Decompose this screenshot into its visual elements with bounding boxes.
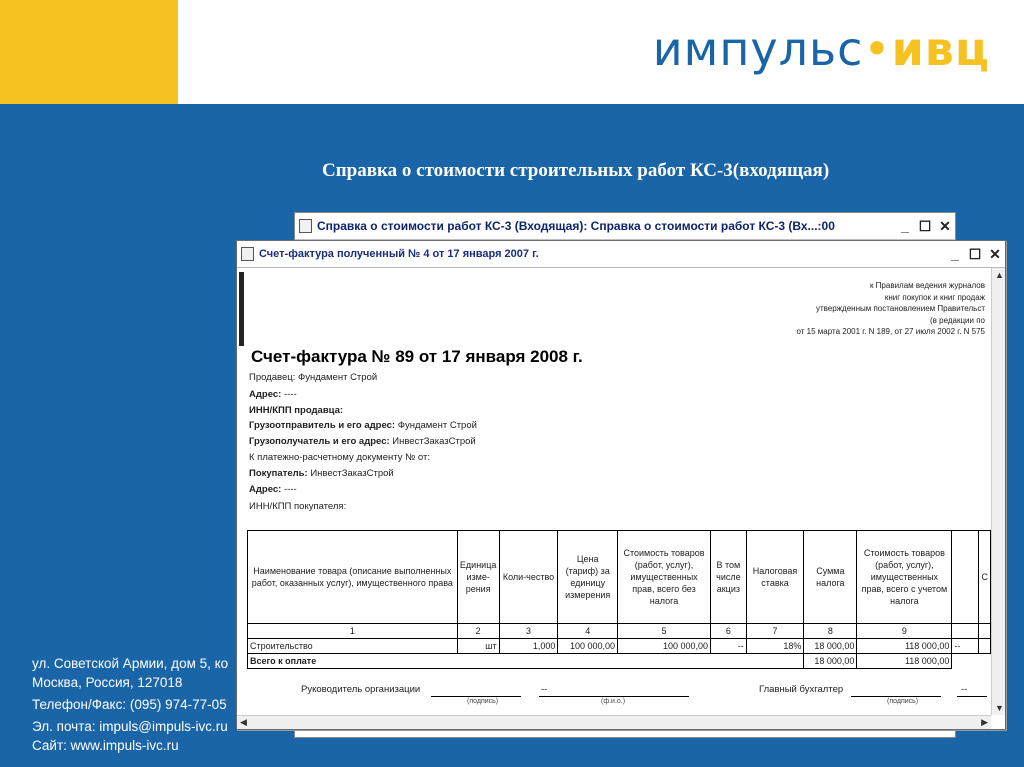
document-icon [299, 219, 312, 233]
invoice-window-titlebar[interactable] [237, 241, 1005, 268]
head-dash: -- [541, 684, 548, 695]
invoice-document [237, 268, 991, 715]
invoice-title: Счет-фактура № 89 от 17 января 2008 г. [251, 347, 583, 366]
signature-line [851, 696, 941, 697]
header-cell: Стоимость товаров (работ, услуг), имущественных прав, всего без налога [617, 531, 710, 624]
invoice-window[interactable] [236, 240, 1006, 730]
header-cell: Сумма налога [804, 531, 857, 624]
company-logo: импульс•ивц [652, 22, 990, 76]
column-number: 6 [711, 624, 747, 639]
table-row [248, 639, 991, 654]
contact-email[interactable]: Эл. почта: impuls@impuls-ivc.ru [32, 719, 228, 734]
seller-field: Продавец: Фундамент Строй [249, 372, 378, 383]
close-button[interactable]: ✕ [989, 245, 1001, 262]
horizontal-scrollbar[interactable] [237, 715, 991, 729]
payment-doc-field: К платежно-расчетному документу № от: [249, 452, 430, 463]
minimize-button[interactable]: _ [951, 246, 959, 262]
ks3-window-title: Справка о стоимости работ КС-3 (Входящая): Справка о стоимости работ КС-3 (Вх...:00 [317, 219, 835, 233]
scroll-right-icon[interactable]: ▶ [981, 717, 988, 727]
column-number: 5 [617, 624, 710, 639]
yellow-corner-block [0, 0, 178, 104]
seller-address-field: Адрес: ---- [249, 389, 297, 400]
regulation-line: утвержденным постановлением Правительст [815, 304, 985, 313]
scroll-down-icon[interactable]: ▼ [995, 703, 1004, 713]
scroll-left-icon[interactable]: ◀ [240, 717, 247, 727]
column-number: 7 [746, 624, 804, 639]
column-number [979, 624, 991, 639]
cell-qty: 1,000 [499, 639, 558, 654]
maximize-button[interactable]: ☐ [968, 245, 982, 262]
cell-price: 100 000,00 [558, 639, 618, 654]
total-tax: 18 000,00 [804, 654, 857, 669]
accountant-signature-label: Главный бухгалтер [759, 684, 844, 695]
column-number [952, 624, 979, 639]
regulation-line: к Правилам ведения журналов [869, 281, 985, 290]
buyer-address-field: Адрес: ---- [249, 484, 297, 495]
cell-empty [979, 639, 991, 654]
maximize-button[interactable]: ☐ [918, 217, 932, 234]
consignee-field: Грузополучатель и его адрес: ИнвестЗаказСтрой [249, 436, 476, 447]
total-sum: 118 000,00 [857, 654, 952, 669]
close-button[interactable]: ✕ [939, 217, 951, 234]
invoice-table [247, 530, 991, 669]
header-cell: В том числе акциз [711, 531, 747, 624]
cell-cost: 100 000,00 [617, 639, 710, 654]
ks3-window-titlebar[interactable] [295, 213, 955, 240]
report-icon [241, 247, 254, 261]
header-cell: Наименование товара (описание выполненных работ, оказанных услуг), имущественного права [248, 531, 458, 624]
contact-info [32, 654, 228, 755]
row-marker [239, 272, 244, 346]
column-number: 4 [558, 624, 618, 639]
signature-caption: (ф.и.о.) [601, 698, 626, 705]
cell-name: Строительство [248, 639, 458, 654]
accountant-dash: -- [961, 684, 968, 695]
buyer-inn-field: ИНН/КПП покупателя: [249, 501, 347, 512]
signature-line [957, 696, 987, 697]
contact-address-line2: Москва, Россия, 127018 [32, 675, 183, 690]
invoice-window-title: Счет-фактура полученный № 4 от 17 января 2007 г. [259, 248, 539, 260]
signature-line [539, 696, 689, 697]
signature-caption: (подпись) [467, 698, 499, 705]
scroll-up-icon[interactable]: ▲ [995, 270, 1004, 280]
column-number: 1 [248, 624, 458, 639]
buyer-field: Покупатель: ИнвестЗаказСтрой [249, 468, 394, 479]
shipper-field: Грузоотправитель и его адрес: Фундамент Строй [249, 420, 477, 431]
column-number: 3 [499, 624, 558, 639]
header-cell: Стоимость товаров (работ, услуг), имущественных прав, всего с учетом налога [857, 531, 952, 624]
contact-site[interactable]: Сайт: www.impuls-ivc.ru [32, 738, 179, 753]
header-cell: Налоговая ставка [746, 531, 804, 624]
regulation-note [797, 280, 986, 338]
head-signature-label: Руководитель организации [301, 684, 421, 695]
column-number: 8 [804, 624, 857, 639]
column-number: 2 [457, 624, 499, 639]
vertical-scrollbar[interactable] [991, 268, 1005, 715]
cell-extra: -- [952, 639, 979, 654]
signature-caption: (подпись) [887, 698, 919, 705]
column-number: 9 [857, 624, 952, 639]
contact-phone: Телефон/Факс: (095) 974-77-05 [32, 697, 227, 712]
regulation-line: (в редакции по [930, 315, 985, 325]
header-cell: Единица изме-рения [457, 531, 499, 624]
header-cell: Цена (тариф) за единицу измерения [558, 531, 618, 624]
minimize-button[interactable]: _ [901, 218, 909, 234]
signature-line [431, 696, 521, 697]
table-number-row [248, 624, 991, 639]
cell-excise: -- [711, 639, 747, 654]
seller-inn-field: ИНН/КПП продавца: [249, 405, 344, 416]
header-cell [952, 531, 979, 624]
cell-total: 118 000,00 [857, 639, 952, 654]
regulation-line: книг покупок и книг продаж [884, 292, 985, 302]
slide-title: Справка о стоимости строительных работ КС-3(входящая) [322, 160, 830, 181]
header-cell: Коли-чество [499, 531, 558, 624]
cell-empty [979, 654, 991, 669]
cell-tax: 18 000,00 [804, 639, 857, 654]
total-label: Всего к оплате [248, 654, 804, 669]
cell-rate: 18% [746, 639, 804, 654]
header-cell: С [979, 531, 991, 624]
cell-unit: шт [457, 639, 499, 654]
table-total-row [248, 654, 991, 669]
table-header-row [248, 531, 991, 624]
cell-empty [952, 654, 979, 669]
regulation-line: от 15 марта 2001 г. N 189, от 27 июля 2002 г. N 575 [796, 327, 985, 336]
contact-address-line1: ул. Советской Армии, дом 5, ко [32, 656, 229, 671]
